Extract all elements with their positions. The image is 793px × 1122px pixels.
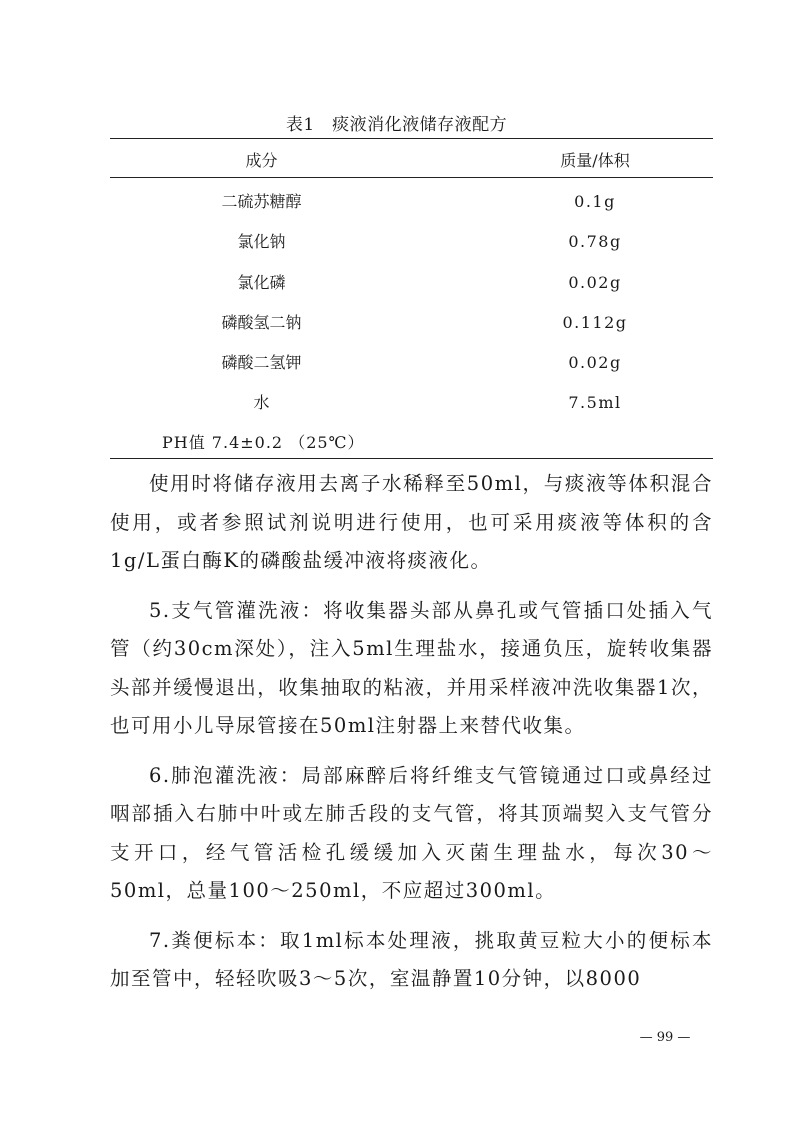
table-note: PH值 7.4±0.2 （25℃） [162, 433, 365, 452]
table-body [110, 190, 713, 432]
cell-amount: 0.02g [568, 272, 622, 292]
table-row [110, 190, 713, 230]
cell-amount: 0.78g [568, 232, 622, 252]
paragraph: 6.肺泡灌洗液：局部麻醉后将纤维支气管镜通过口或鼻经过咽部插入右肺中叶或左肺舌段的支气管，将其顶端契入支气管分支开口，经气管活检孔缓缓加入灭菌生理盐水，每次30～50ml，总量100～250ml，不应超过300ml。 [110, 763, 713, 902]
table-row [110, 271, 713, 311]
cell-component: 磷酸二氢钾 [221, 353, 302, 373]
cell-component: 二硫苏糖醇 [221, 192, 302, 211]
cell-component: 磷酸氢二钠 [221, 312, 302, 332]
cell-component: 水 [253, 393, 270, 413]
cell-component: 氯化钠 [237, 232, 286, 252]
table-top-rule [110, 138, 713, 139]
table-row [110, 230, 713, 270]
cell-amount: 0.02g [568, 353, 622, 373]
cell-amount: 7.5ml [568, 393, 622, 413]
paragraph: 7.粪便标本：取1ml标本处理液，挑取黄豆粒大小的便标本加至管中，轻轻吹吸3～5次，室温静置10分钟，以8000 [110, 928, 713, 990]
table-row [110, 391, 713, 431]
table-row [110, 311, 713, 351]
cell-amount: 0.112g [562, 312, 628, 332]
header-amount: 质量/体积 [560, 151, 630, 170]
cell-amount: 0.1g [574, 192, 616, 211]
paragraph: 5.支气管灌洗液：将收集器头部从鼻孔或气管插口处插入气管（约30cm深处），注入5ml生理盐水，接通负压，旋转收集器头部并缓慢退出，收集抽取的粘液，并用采样液冲洗收集器1次，也可用小儿导尿管接在50ml注射器上来替代收集。 [110, 598, 713, 737]
body-text [110, 465, 713, 999]
table-row [110, 351, 713, 391]
header-component: 成分 [245, 151, 278, 170]
page-number: — 99 — [639, 1030, 691, 1045]
table-bottom-rule [110, 458, 713, 459]
table-header-row [110, 148, 713, 172]
paragraph: 使用时将储存液用去离子水稀释至50ml，与痰液等体积混合使用，或者参照试剂说明进行使用，也可采用痰液等体积的含1g/L蛋白酶K的磷酸盐缓冲液将痰液化。 [110, 472, 713, 572]
table-caption: 表1 痰液消化液储存液配方 [285, 115, 508, 135]
table-header-rule [110, 177, 713, 178]
cell-component: 氯化磷 [237, 272, 286, 292]
